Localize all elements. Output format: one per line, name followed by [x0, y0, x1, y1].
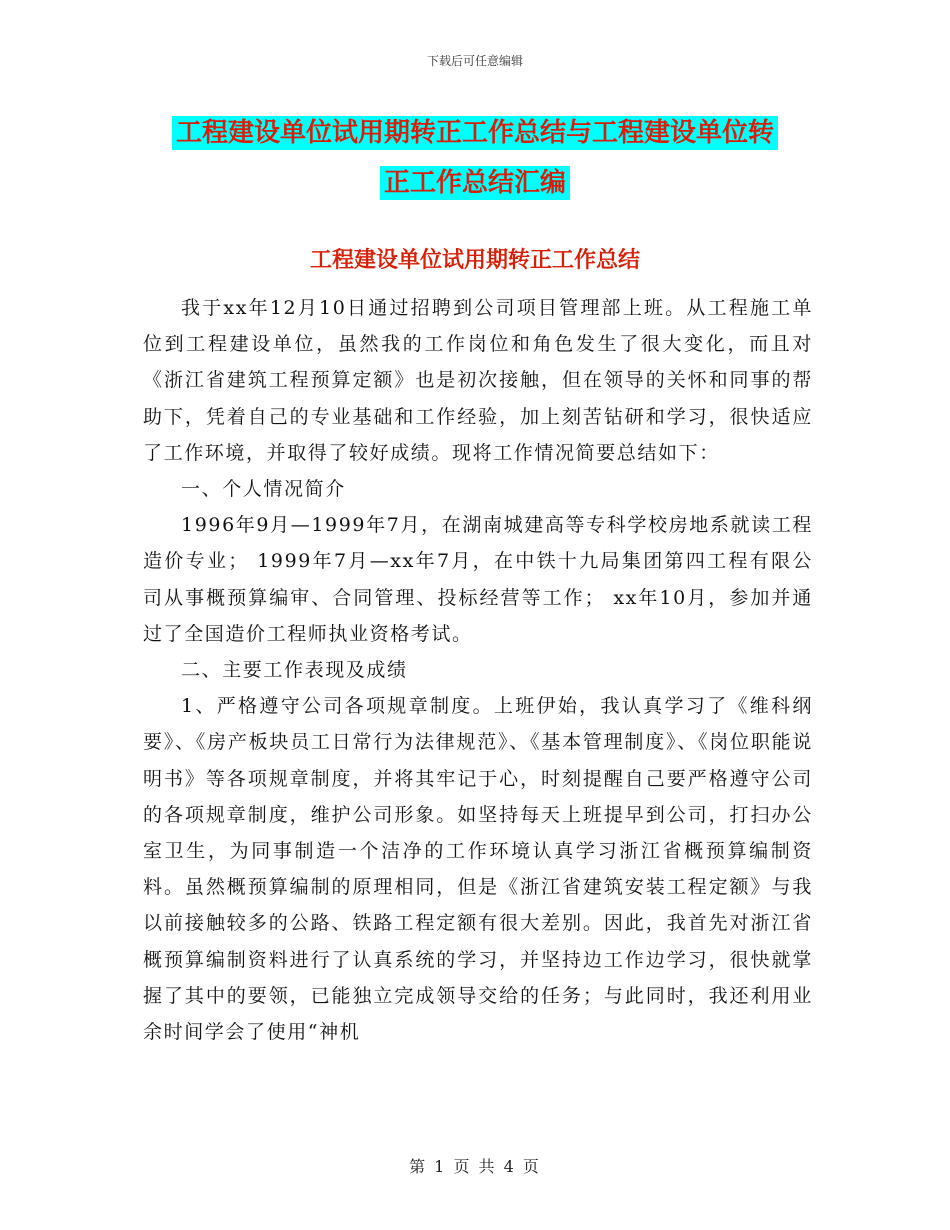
- document-title: [145, 108, 805, 208]
- header-note: 下载后可任意编辑: [426, 54, 523, 68]
- document-body: [143, 290, 813, 1050]
- paragraph-work-performance: 1、严格遵守公司各项规章制度。上班伊始，我认真学习了《维科纲要》、《房产板块员工日常行为法律规范》、《基本管理制度》、《岗位职能说明书》等各项规章制度，并将其牢记于心，时刻提醒自己要严格遵守公司的各项规章制度，维护公司形象。如坚持每天上班提早到公司，打扫办公室卫生，为同事制造一个洁净的工作环境认真学习浙江省概预算编制资料。虽然概预算编制的原理相同，但是《浙江省建筑安装工程定额》与我以前接触较多的公路、铁路工程定额有很大差别。因此，我首先对浙江省概预算编制资料进行了认真系统的学习，并坚持边工作边学习，很快就掌握了其中的要领，已能独立完成领导交给的任务；与此同时，我还利用业余时间学会了使用“神机: [143, 695, 813, 1044]
- paragraph-heading-2: 二、主要工作表现及成绩: [181, 659, 408, 682]
- page-number: 第 1 页 共 4 页: [409, 1157, 541, 1176]
- document-title-line1: 工程建设单位试用期转正工作总结与工程建设单位转: [172, 116, 778, 150]
- paragraph-resume: 1996年9月—1999年7月，在湖南城建高等专科学校房地系就读工程造价专业； 1999年7月—xx年7月，在中铁十九局集团第四工程有限公司从事概预算编审、合同管理、投标经营等工作； xx年10月，参加并通过了全国造价工程师执业资格考试。: [143, 514, 813, 645]
- paragraph-intro: 我于xx年12月10日通过招聘到公司项目管理部上班。从工程施工单位到工程建设单位，虽然我的工作岗位和角色发生了很大变化，而且对《浙江省建筑工程预算定额》也是初次接触，但在领导的关怀和同事的帮助下，凭着自己的专业基础和工作经验，加上刻苦钻研和学习，很快适应了工作环境，并取得了较好成绩。现将工作情况简要总结如下：: [143, 297, 813, 464]
- document-title-line2: 正工作总结汇编: [380, 166, 570, 200]
- paragraph-heading-1: 一、个人情况简介: [181, 478, 346, 501]
- section-title: 工程建设单位试用期转正工作总结: [309, 247, 640, 273]
